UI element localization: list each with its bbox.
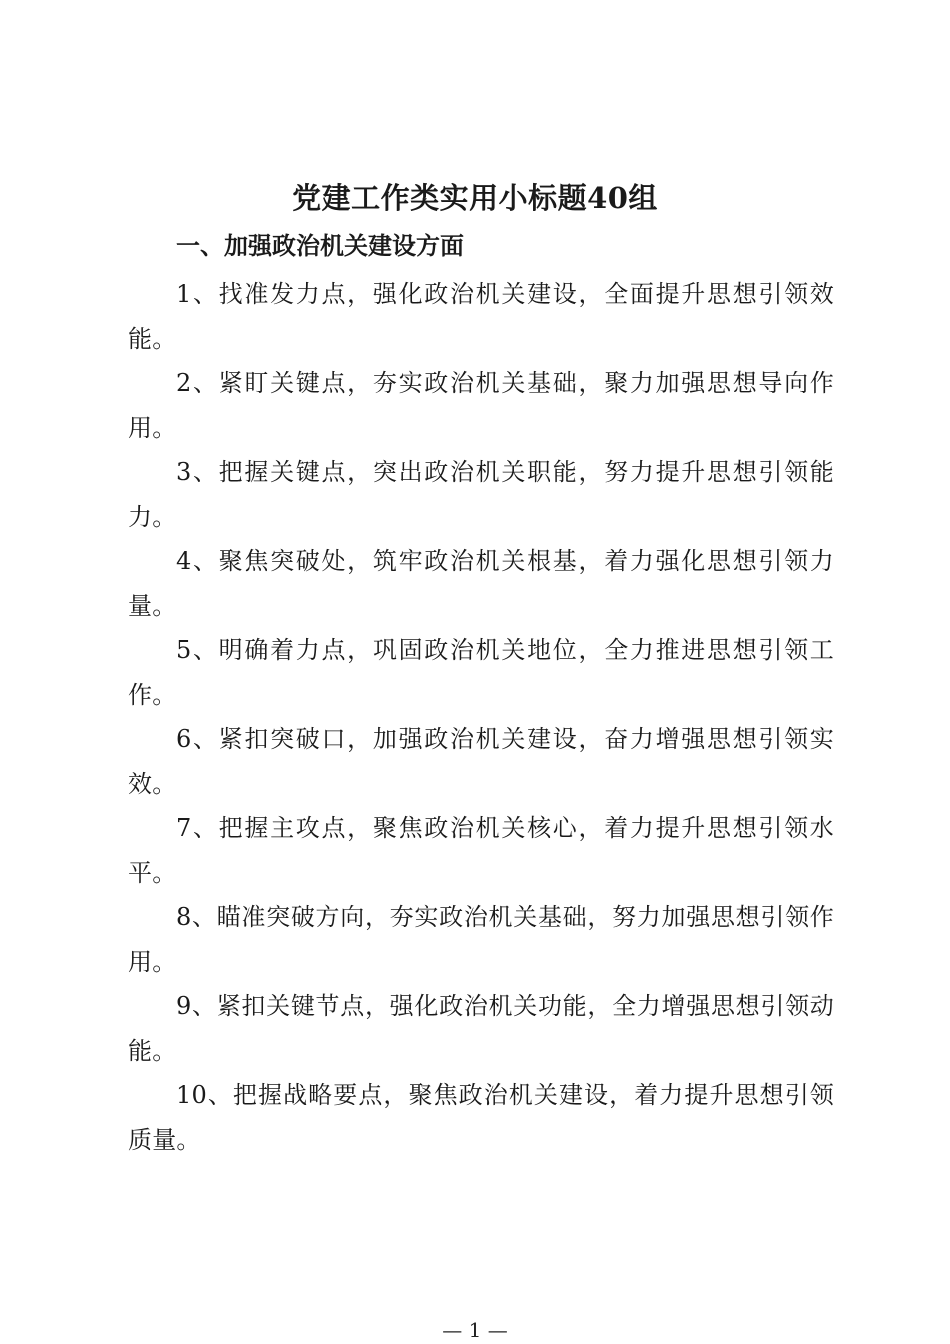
item-list bbox=[128, 272, 834, 1162]
list-item: 3、把握关键点，突出政治机关职能，努力提升思想引领能力。 bbox=[128, 458, 834, 531]
list-item: 4、聚焦突破处，筑牢政治机关根基，着力强化思想引领力量。 bbox=[128, 547, 834, 620]
page-number: — 1 — bbox=[442, 1318, 508, 1342]
list-item: 9、紧扣关键节点，强化政治机关功能，全力增强思想引领动能。 bbox=[128, 992, 834, 1065]
list-item: 6、紧扣突破口，加强政治机关建设，奋力增强思想引领实效。 bbox=[128, 725, 834, 798]
list-item: 2、紧盯关键点，夯实政治机关基础，聚力加强思想导向作用。 bbox=[128, 369, 834, 442]
list-item: 5、明确着力点，巩固政治机关地位，全力推进思想引领工作。 bbox=[128, 636, 834, 709]
list-item: 8、瞄准突破方向，夯实政治机关基础，努力加强思想引领作用。 bbox=[128, 903, 834, 976]
list-item: 10、把握战略要点，聚焦政治机关建设，着力提升思想引领质量。 bbox=[128, 1081, 834, 1154]
list-item: 1、找准发力点，强化政治机关建设，全面提升思想引领效能。 bbox=[128, 280, 834, 353]
list-item: 7、把握主攻点，聚焦政治机关核心，着力提升思想引领水平。 bbox=[128, 814, 834, 887]
section-heading: 一、加强政治机关建设方面 bbox=[176, 232, 464, 260]
document-title: 党建工作类实用小标题40组 bbox=[292, 181, 658, 215]
